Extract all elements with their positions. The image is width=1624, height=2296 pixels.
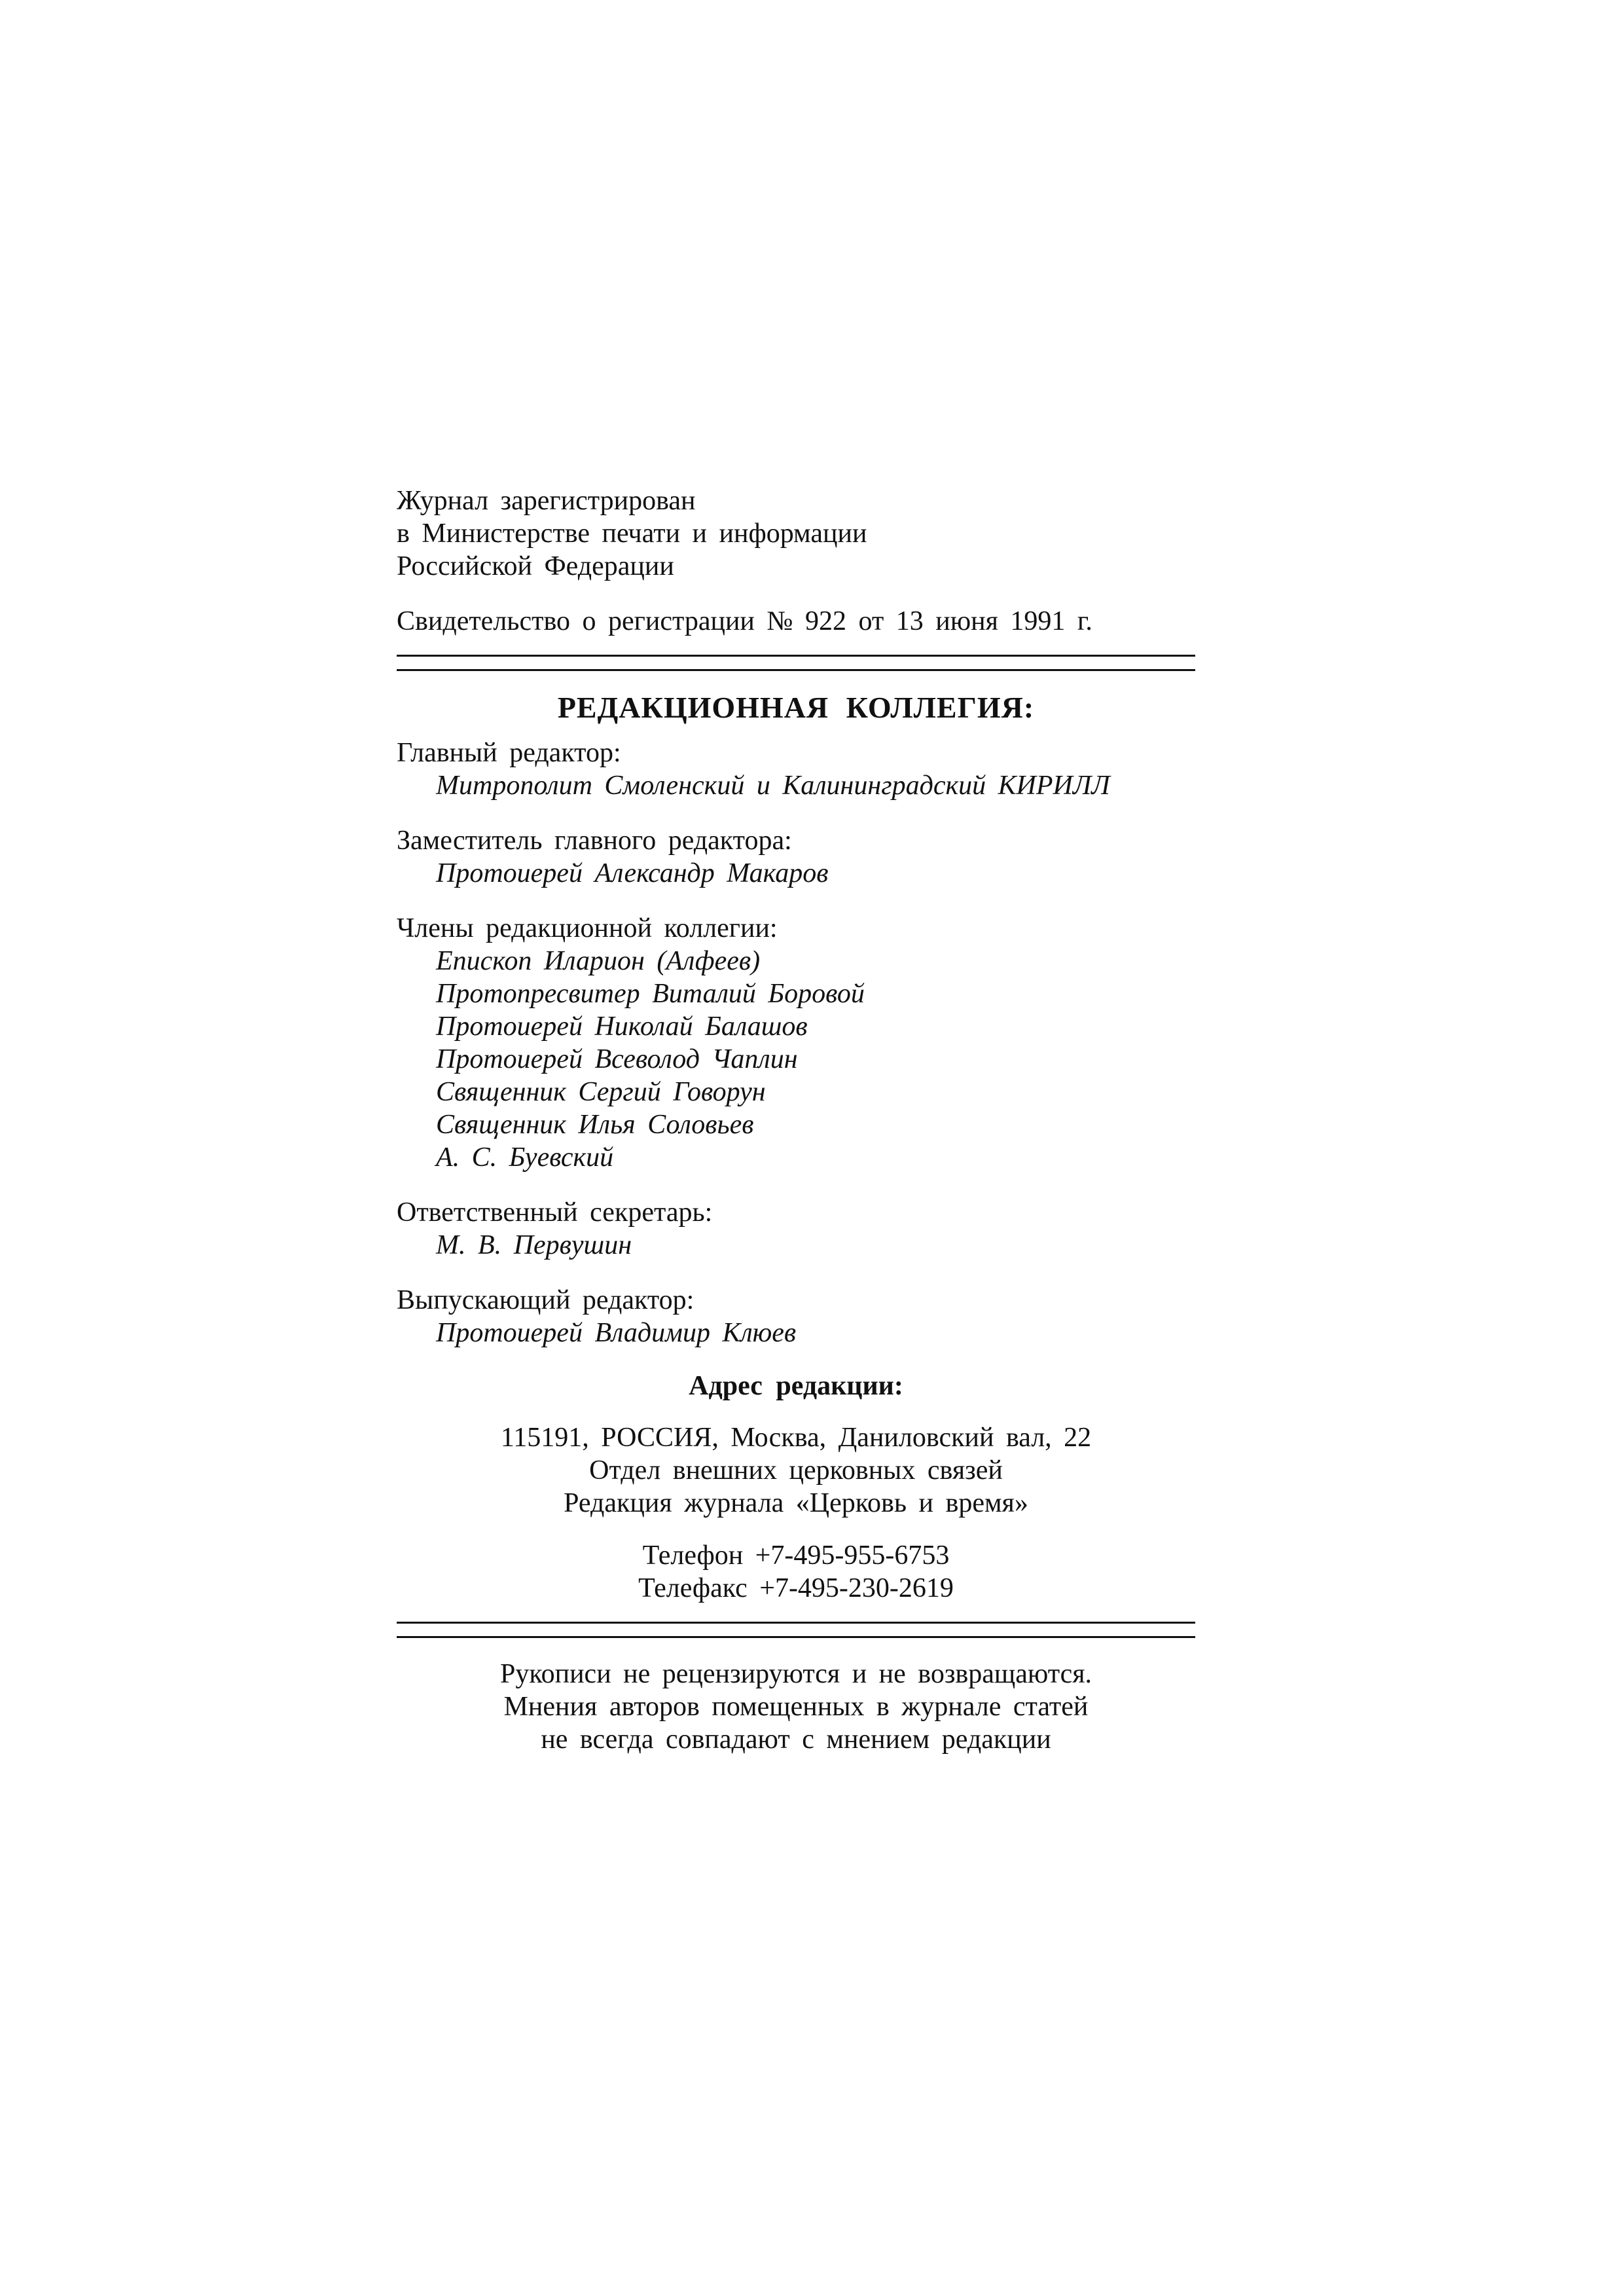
phone-number: Телефон +7-495-955-6753 bbox=[642, 1540, 950, 1571]
role-deputy-editor bbox=[397, 824, 1195, 890]
role-label: Главный редактор: bbox=[397, 738, 621, 768]
role-chief-editor bbox=[397, 737, 1195, 802]
role-name: Протоиерей Александр Макаров bbox=[436, 858, 829, 888]
role-name: Священник Сергий Говорун bbox=[436, 1077, 766, 1107]
role-name: Митрополит Смоленский и Калининградский КИРИЛЛ bbox=[436, 771, 1110, 801]
role-name: Протоиерей Владимир Клюев bbox=[436, 1318, 797, 1348]
double-rule-top bbox=[397, 655, 1195, 671]
role-label: Члены редакционной коллегии: bbox=[397, 913, 778, 943]
disclaimer-line: Мнения авторов помещенных в журнале статей bbox=[503, 1692, 1089, 1722]
contact-block bbox=[397, 1539, 1195, 1605]
registration-line: в Министерстве печати и информации bbox=[397, 519, 867, 549]
role-name: Протоиерей Николай Балашов bbox=[436, 1011, 808, 1042]
role-board-members bbox=[397, 912, 1195, 1174]
address-heading: Адрес редакции: bbox=[689, 1371, 903, 1401]
role-label: Ответственный секретарь: bbox=[397, 1197, 713, 1228]
role-name: Протопресвитер Виталий Боровой bbox=[436, 979, 865, 1009]
role-label: Заместитель главного редактора: bbox=[397, 826, 792, 856]
registration-line: Российской Федерации bbox=[397, 551, 674, 581]
role-name: М. В. Первушин bbox=[436, 1230, 632, 1260]
role-issuing-editor bbox=[397, 1284, 1195, 1349]
registration-statement bbox=[397, 484, 1195, 583]
editorial-board-heading: РЕДАКЦИОННАЯ КОЛЛЕГИЯ: bbox=[557, 691, 1035, 724]
imprint-page bbox=[397, 484, 1195, 1756]
disclaimer-line: не всегда совпадают с мнением редакции bbox=[541, 1724, 1051, 1755]
address-line: Отдел внешних церковных связей bbox=[589, 1455, 1003, 1485]
address-line: Редакция журнала «Церковь и время» bbox=[564, 1488, 1028, 1518]
role-name: А. С. Буевский bbox=[436, 1142, 614, 1173]
role-executive-secretary bbox=[397, 1196, 1195, 1262]
address-block bbox=[397, 1421, 1195, 1520]
role-label: Выпускающий редактор: bbox=[397, 1285, 695, 1315]
role-name: Протоиерей Всеволод Чаплин bbox=[436, 1044, 798, 1074]
double-rule-bottom bbox=[397, 1622, 1195, 1638]
role-name: Священник Илья Соловьев bbox=[436, 1110, 754, 1140]
registration-certificate: Свидетельство о регистрации № 922 от 13 июня 1991 г. bbox=[397, 606, 1092, 636]
registration-line: Журнал зарегистрирован bbox=[397, 486, 696, 516]
role-name: Епископ Иларион (Алфеев) bbox=[436, 946, 761, 976]
address-line: 115191, РОССИЯ, Москва, Даниловский вал, 22 bbox=[500, 1423, 1092, 1453]
fax-number: Телефакс +7-495-230-2619 bbox=[638, 1573, 954, 1603]
disclaimer bbox=[397, 1658, 1195, 1756]
disclaimer-line: Рукописи не рецензируются и не возвращаются. bbox=[499, 1659, 1092, 1689]
